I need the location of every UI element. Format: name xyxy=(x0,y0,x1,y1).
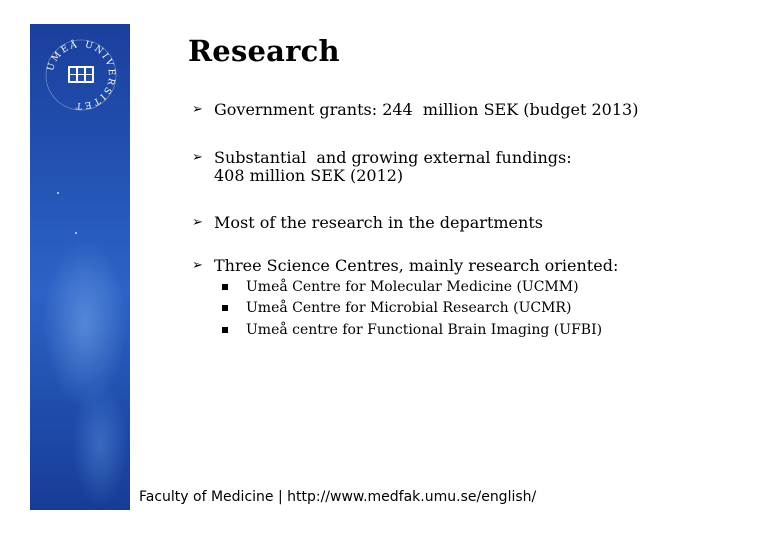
arrow-bullet-icon: ➢ xyxy=(192,258,203,273)
svg-text:UMEÅ UNIVERSITET: UMEÅ UNIVERSITET xyxy=(46,39,117,111)
slide-footer: Faculty of Medicine | http://www.medfak.umu.se/english/ xyxy=(139,489,537,505)
university-seal-icon xyxy=(44,38,118,112)
bullet-text: Most of the research in the departments xyxy=(214,213,543,232)
slide-title: Research xyxy=(188,34,340,68)
square-bullet-icon xyxy=(222,327,228,333)
square-bullet-icon xyxy=(222,284,228,290)
square-bullet-icon xyxy=(222,305,228,311)
arrow-bullet-icon: ➢ xyxy=(192,102,203,117)
bullet-text: Three Science Centres, mainly research oriented: xyxy=(214,256,619,275)
side-panel xyxy=(30,24,130,510)
sub-bullet-text: Umeå centre for Functional Brain Imaging (UFBI) xyxy=(246,322,603,338)
bullet-text: Substantial and growing external fundings: xyxy=(214,148,572,167)
arrow-bullet-icon: ➢ xyxy=(192,150,203,165)
sub-bullet-text: Umeå Centre for Microbial Research (UCMR) xyxy=(246,300,572,316)
bullet-text: Government grants: 244 million SEK (budget 2013) xyxy=(214,100,639,119)
panel-glint xyxy=(57,192,59,194)
panel-glint xyxy=(75,232,77,234)
arrow-bullet-icon: ➢ xyxy=(192,215,203,230)
bullet-text-continuation: 408 million SEK (2012) xyxy=(214,166,404,185)
sub-bullet-text: Umeå Centre for Molecular Medicine (UCMM) xyxy=(246,279,579,295)
